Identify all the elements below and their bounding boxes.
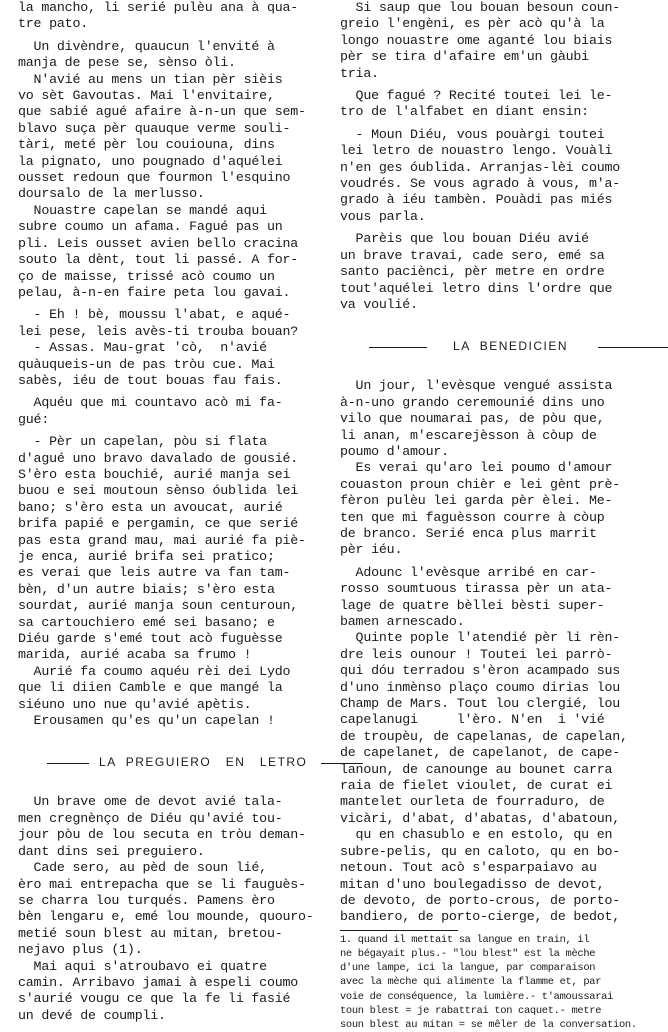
text-line: n'en ges óublida. Arranjas-lèi coumo <box>340 159 621 175</box>
text-line: Un divèndre, quaucun l'envité à <box>18 38 275 54</box>
text-line: bano; s'èro esta un avoucat, aurié <box>18 499 283 515</box>
text-line: N'avié au mens un tian pèr sièis <box>18 71 283 87</box>
footnote-line: soun blest au mitan = se mêler de la conversation. <box>340 1018 637 1031</box>
text-line: de troupèu, de capelanas, de capelan, <box>340 728 628 744</box>
text-line: pelau, à-n-en faire peta lou gavai. <box>18 284 291 300</box>
text-line: blavo suça pèr quauque verme souli- <box>18 120 291 136</box>
footnote-divider <box>340 930 458 931</box>
text-line: que li diien Camble e que mangé la <box>18 680 283 696</box>
text-line: S'èro esta bouchié, aurié manja sei <box>18 466 291 482</box>
text-line: sabès, iéu de tout bouas fau fais. <box>18 372 283 388</box>
text-line: doursalo de la merlusso. <box>18 186 205 202</box>
footnote-line: ne bégayait plus.- "lou blest" est la mèche <box>340 947 596 960</box>
text-line: dant dins sei preguiero. <box>18 843 205 859</box>
text-line: siéuno uno nue qu'avié apètis. <box>18 696 252 712</box>
text-line: - Eh ! bè, moussu l'abat, e aqué- <box>18 307 291 323</box>
text-line: lage de quatre bèllei bèsti super- <box>340 597 605 613</box>
text-line: se charra lou turqués. Pamens èro <box>18 892 275 908</box>
text-line: pli. Leis ousset avien bello cracina <box>18 235 299 251</box>
text-line: un devé de coumpli. <box>18 1007 166 1023</box>
text-line: la mancho, li serié pulèu ana à qua- <box>18 0 299 15</box>
text-line: s'aurié vougu ce que la fe li fasié <box>18 991 291 1007</box>
footnote-line: avec la mèche qui alimente la flamme et, par <box>340 976 602 989</box>
text-line: que sabié agué afaire à-n-un que sem- <box>18 104 306 120</box>
heading-rule-left <box>47 763 89 764</box>
text-line: greio l'engèni, es pèr acò qu'à la <box>340 16 605 32</box>
text-line: ousset redoun que fourmon l'esquino <box>18 170 291 186</box>
text-line: bèn lengaru e, emé lou mounde, quouro- <box>18 909 314 925</box>
text-line: Es verai qu'aro lei poumo d'amour <box>340 460 613 476</box>
text-line: capelanugi l'èro. N'en i 'vié <box>340 712 605 728</box>
text-line: vous parla. <box>340 208 426 224</box>
text-line: bèn, d'un autre biais; s'èro esta <box>18 581 275 597</box>
text-line: - Pèr un capelan, pòu si flata <box>18 434 267 450</box>
text-line: pèr iéu. <box>340 542 403 558</box>
text-line: tout'aquélei letro dins l'ordre que <box>340 280 613 296</box>
text-line: tria. <box>340 65 379 81</box>
text-line: Nouastre capelan se mandé aqui <box>18 202 267 218</box>
heading-rule-right <box>598 347 668 348</box>
text-line: Mai aqui s'atroubavo ei quatre <box>18 958 267 974</box>
text-line: sa cartouchiero emé sei basano; e <box>18 614 275 630</box>
text-line: de devoto, de porto-crous, de porto- <box>340 892 621 908</box>
heading-rule-left <box>369 347 427 348</box>
text-line: camin. Arribavo jamai à espeli coumo <box>18 974 299 990</box>
right-column <box>340 0 658 1032</box>
text-line: ten que mi faguèsson courre à còup <box>340 509 605 525</box>
section-heading-benedicien <box>340 322 658 370</box>
text-line: rosso soumtuous tirassa pèr un ata- <box>340 581 613 597</box>
text-line: pèr se tira d'afaire em'un gàubi <box>340 49 589 65</box>
left-text-block-2 <box>18 794 332 1024</box>
text-line: grado à iéu tambèn. Pouàdi pas miés <box>340 192 613 208</box>
footnote-line: d'une lampe, ici la langue, par comparaison <box>340 962 596 975</box>
text-line: poumo d'amour. <box>340 443 449 459</box>
text-line: souto la dènt, tout li passé. A for- <box>18 252 299 268</box>
text-line: tàri, meté pèr lou couiouna, dins <box>18 137 275 153</box>
text-line: - Assas. Mau-grat 'cò, n'avié <box>18 340 267 356</box>
text-line: manja de pese se, sènso òli. <box>18 55 236 71</box>
text-line: Parèis que lou bouan Diéu avié <box>340 231 589 247</box>
text-line: ço de maisse, trissé acò coumo un <box>18 268 275 284</box>
text-line: subre-pelis, qu en caloto, qu en bo- <box>340 843 621 859</box>
text-line: jour pòu de lou secuta en tròu deman- <box>18 827 306 843</box>
text-line: Champ de Mars. Tout lou clergié, lou <box>340 696 621 712</box>
left-text-block-1 <box>18 0 332 729</box>
footnote-line: 1. quand il mettait sa langue en train, il <box>340 933 590 946</box>
text-line: quàuqueis-un de pas tròu cue. Mai <box>18 356 275 372</box>
text-line: buou e sei moutoun sènso óublida lei <box>18 483 299 499</box>
text-line: pas esta grand mau, mai aurié fa piè- <box>18 532 306 548</box>
footnotes <box>340 933 658 1032</box>
left-column <box>18 0 332 1024</box>
right-text-block-2 <box>340 378 658 925</box>
text-line: Aurié fa coumo aquéu rèi dei Lydo <box>18 663 291 679</box>
text-line: de branco. Serié enca plus marrit <box>340 525 597 541</box>
text-line: tre pato. <box>18 16 89 32</box>
text-line: dre leis ounour ! Toutei lei parrò- <box>340 646 613 662</box>
text-line: subre coumo un afama. Fagué pas un <box>18 219 283 235</box>
text-line: voudrés. Se vous agrado à vous, m'a- <box>340 176 621 192</box>
text-line: - Moun Diéu, vous pouàrgi toutei <box>340 126 605 142</box>
text-line: raia de fielet vioulet, de curat ei <box>340 778 613 794</box>
text-line: metié soun blest au mitan, bretou- <box>18 925 283 941</box>
text-line: Erousamen qu'es qu'un capelan ! <box>18 713 275 729</box>
text-line: men cregnènço de Diéu qu'avié tou- <box>18 810 283 826</box>
text-line: lei letro de nouastro lengo. Vouàli <box>340 143 613 159</box>
text-line: Diéu garde s'emé tout acò fuguèsse <box>18 631 283 647</box>
text-line: qui dóu terradou s'èron acampado sus <box>340 663 621 679</box>
text-line: Si saup que lou bouan besoun coun- <box>340 0 621 15</box>
text-line: gué: <box>18 411 50 427</box>
text-line: mantelet ourleta de fourraduro, de <box>340 794 605 810</box>
text-line: longo nouastre ome aganté lou biais <box>340 32 613 48</box>
text-line: vicàri, d'abat, d'abatas, d'abatoun, <box>340 810 621 826</box>
footnote-line: voie de conséquence, la lumière.- t'amoussarai <box>340 990 614 1003</box>
text-line: sourdat, aurié manja soun centuroun, <box>18 598 299 614</box>
footnote-line: toun blest = je rabattrai ton caquet.- metre <box>340 1004 602 1017</box>
text-line: je enca, aurié brifa sei pratico; <box>18 549 275 564</box>
text-line: nejavo plus (1). <box>18 942 143 958</box>
text-line: Adounc l'evèsque arribé en car- <box>340 564 597 580</box>
text-line: bamen arnescado. <box>340 614 465 629</box>
text-line: un brave travai, cade sero, emé sa <box>340 247 605 263</box>
text-line: netoun. Tout acò s'esparpaiavo au <box>340 860 597 876</box>
section-heading-preguiero <box>18 738 332 786</box>
text-line: marida, aurié acaba sa frumo ! <box>18 647 252 663</box>
text-line: èro mai entrepacha que se li fauguès- <box>18 876 306 892</box>
text-line: vo sèt Gavoutas. Mai l'envitaire, <box>18 88 275 104</box>
text-line: va voulié. <box>340 296 418 312</box>
text-line: santo paciènci, pèr metre en ordre <box>340 264 605 280</box>
text-line: es verai que leis autre va fan tam- <box>18 565 291 581</box>
text-line: vilo que noumarai pas, de pòu que, <box>340 411 605 427</box>
text-line: couaston proun chièr e lei gènt prè- <box>340 476 621 492</box>
text-line: bandiero, de porto-cierge, de bedot, <box>340 909 621 925</box>
text-line: d'agué uno bravo davalado de gousié. <box>18 450 299 466</box>
text-line: Cade sero, au pèd de soun lié, <box>18 860 267 876</box>
text-line: qu en chasublo e en estolo, qu en <box>340 827 613 843</box>
text-line: mitan d'uno boulegadisso de devot, <box>340 876 605 892</box>
heading-text: LA BENEDICIEN <box>453 339 569 354</box>
right-text-block-1 <box>340 0 658 313</box>
text-line: Que fagué ? Recité toutei lei le- <box>340 88 613 104</box>
text-line: li anan, m'escarejèsson à còup de <box>340 427 597 443</box>
text-line: Aquéu que mi countavo acò mi fa- <box>18 395 283 411</box>
text-line: Un jour, l'evèsque vengué assista <box>340 378 613 394</box>
heading-text: LA PREGUIERO EN LETRO <box>99 755 308 770</box>
text-line: la pignato, uno pougnado d'aquélei <box>18 153 283 169</box>
text-line: de capelanet, de capelanot, de cape- <box>340 745 621 761</box>
text-line: Un brave ome de devot avié tala- <box>18 794 283 810</box>
text-line: à-n-uno grando ceremounié dins uno <box>340 394 605 410</box>
text-line: lei pese, leis avès-ti trouba bouan? <box>18 323 299 339</box>
text-line: d'uno inmènso plaço coumo dirias lou <box>340 679 621 695</box>
text-line: tro de l'alfabet en diant ensin: <box>340 104 589 120</box>
text-line: lanoun, de canounge au bounet carra <box>340 761 613 777</box>
text-line: brifa papié e pergamin, ce que serié <box>18 516 299 532</box>
text-line: Quinte pople l'atendié pèr li rèn- <box>340 630 621 646</box>
text-line: fèron pulèu lei garda pèr èlei. Me- <box>340 493 613 509</box>
